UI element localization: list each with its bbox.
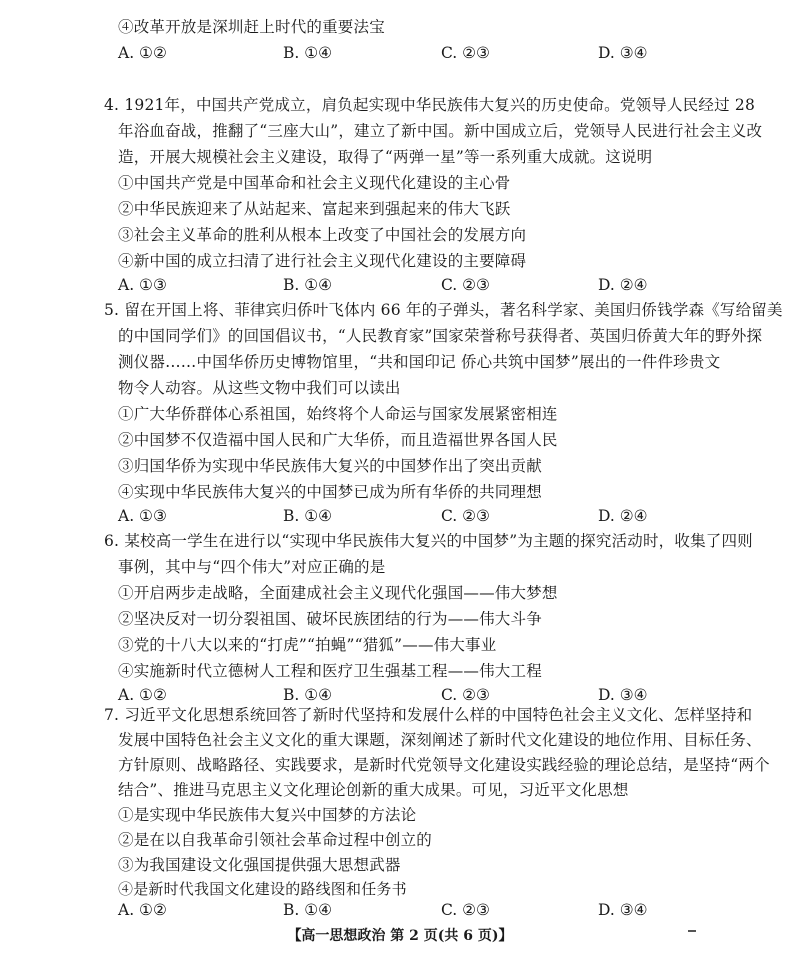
q6-options	[118, 684, 648, 706]
q7-stem-line-1: 7. 习近平文化思想系统回答了新时代坚持和发展什么样的中国特色社会主义文化、怎样坚持和	[104, 706, 753, 724]
q4-item-1: ①中国共产党是中国革命和社会主义现代化建设的主心骨	[118, 174, 511, 192]
q5-item-3: ③归国华侨为实现中华民族伟大复兴的中国梦作出了突出贡献	[118, 457, 542, 475]
footer-text: 【高一思想政治 第 2 页(共 6 页)】	[287, 928, 513, 944]
q3-option-b: B. ①④	[283, 44, 333, 62]
q5-option-b: B. ①④	[283, 507, 333, 525]
q7-item-2: ②是在以自我革命引领社会革命过程中创立的	[118, 831, 433, 849]
q4-options	[118, 274, 648, 296]
q7-item-1: ①是实现中华民族伟大复兴中国梦的方法论	[118, 806, 417, 824]
q7-option-c: C. ②③	[441, 901, 490, 919]
q7-item-4: ④是新时代我国文化建设的路线图和任务书	[118, 880, 407, 898]
q5-stem-line-3: 测仪器……中国华侨历史博物馆里，“共和国印记 侨心共筑中国梦”展出的一件件珍贵文	[118, 353, 721, 371]
q4-item-4: ④新中国的成立扫清了进行社会主义现代化建设的主要障碍	[118, 252, 527, 270]
q7-option-a: A. ①②	[118, 901, 167, 919]
q7-stem-line-3: 方针原则、战略路径、实践要求，是新时代党领导文化建设实践经验的理论总结，是坚持“两个	[118, 756, 770, 774]
q5-options	[118, 505, 648, 527]
q6-option-a: A. ①②	[118, 686, 167, 704]
q6-stem-line-1: 6. 某校高一学生在进行以“实现中华民族伟大复兴的中国梦”为主题的探究活动时，收集了四则	[104, 532, 753, 550]
q4-option-d: D. ②④	[598, 276, 648, 294]
q5-item-4: ④实现中华民族伟大复兴的中国梦已成为所有华侨的共同理想	[118, 483, 542, 501]
q5-option-a: A. ①③	[118, 507, 167, 525]
q5-stem-line-1: 5. 留在开国上将、菲律宾归侨叶飞体内 66 年的子弹头，著名科学家、美国归侨钱学森《写给留美	[104, 301, 783, 319]
q4-stem-line-2: 年浴血奋战，推翻了“三座大山”，建立了新中国。新中国成立后，党领导人民进行社会主义改	[118, 122, 763, 140]
q5-option-d: D. ②④	[598, 507, 648, 525]
q5-item-2: ②中国梦不仅造福中国人民和广大华侨，而且造福世界各国人民	[118, 431, 558, 449]
q7-item-3: ③为我国建设文化强国提供强大思想武器	[118, 856, 401, 874]
q4-option-c: C. ②③	[441, 276, 490, 294]
q3-item-4: ④改革开放是深圳赶上时代的重要法宝	[118, 18, 385, 36]
q6-item-2: ②坚决反对一切分裂祖国、破坏民族团结的行为——伟大斗争	[118, 610, 542, 628]
q6-item-3: ③党的十八大以来的“打虎”“拍蝇”“猎狐”——伟大事业	[118, 636, 497, 654]
q6-item-1: ①开启两步走战略，全面建成社会主义现代化强国——伟大梦想	[118, 584, 558, 602]
q5-option-c: C. ②③	[441, 507, 490, 525]
q7-options	[118, 899, 648, 921]
q6-item-4: ④实施新时代立德树人工程和医疗卫生强基工程——伟大工程	[118, 662, 542, 680]
q4-item-3: ③社会主义革命的胜利从根本上改变了中国社会的发展方向	[118, 226, 527, 244]
q4-option-b: B. ①④	[283, 276, 333, 294]
q7-option-b: B. ①④	[283, 901, 333, 919]
q7-stem-line-2: 发展中国特色社会主义文化的重大课题，深刻阐述了新时代文化建设的地位作用、目标任务、	[118, 731, 762, 749]
page-footer	[0, 926, 800, 946]
q6-option-b: B. ①④	[283, 686, 333, 704]
q4-option-a: A. ①③	[118, 276, 167, 294]
q6-stem-line-2: 事例，其中与“四个伟大”对应正确的是	[118, 558, 386, 576]
q7-stem-line-4: 结合”、推进马克思主义文化理论创新的重大成果。可见，习近平文化思想	[118, 781, 629, 799]
q6-option-d: D. ③④	[598, 686, 648, 704]
q6-option-c: C. ②③	[441, 686, 490, 704]
q5-stem-line-4: 物令人动容。从这些文物中我们可以读出	[118, 379, 401, 397]
q3-options	[118, 42, 648, 64]
q5-stem-line-2: 的中国同学们》的回国倡议书，“人民教育家”国家荣誉称号获得者、英国归侨黄大年的野外探	[118, 327, 763, 345]
q4-stem-line-3: 造，开展大规模社会主义建设，取得了“两弹一星”等一系列重大成就。这说明	[118, 148, 653, 166]
q4-stem-line-1: 4. 1921年，中国共产党成立，肩负起实现中华民族伟大复兴的历史使命。党领导人民经过 28	[104, 96, 756, 114]
corner-mark	[688, 930, 696, 932]
q4-item-2: ②中华民族迎来了从站起来、富起来到强起来的伟大飞跃	[118, 200, 511, 218]
q5-item-1: ①广大华侨群体心系祖国，始终将个人命运与国家发展紧密相连	[118, 405, 558, 423]
q3-option-d: D. ③④	[598, 44, 648, 62]
q3-option-a: A. ①②	[118, 44, 167, 62]
q3-option-c: C. ②③	[441, 44, 490, 62]
q7-option-d: D. ③④	[598, 901, 648, 919]
